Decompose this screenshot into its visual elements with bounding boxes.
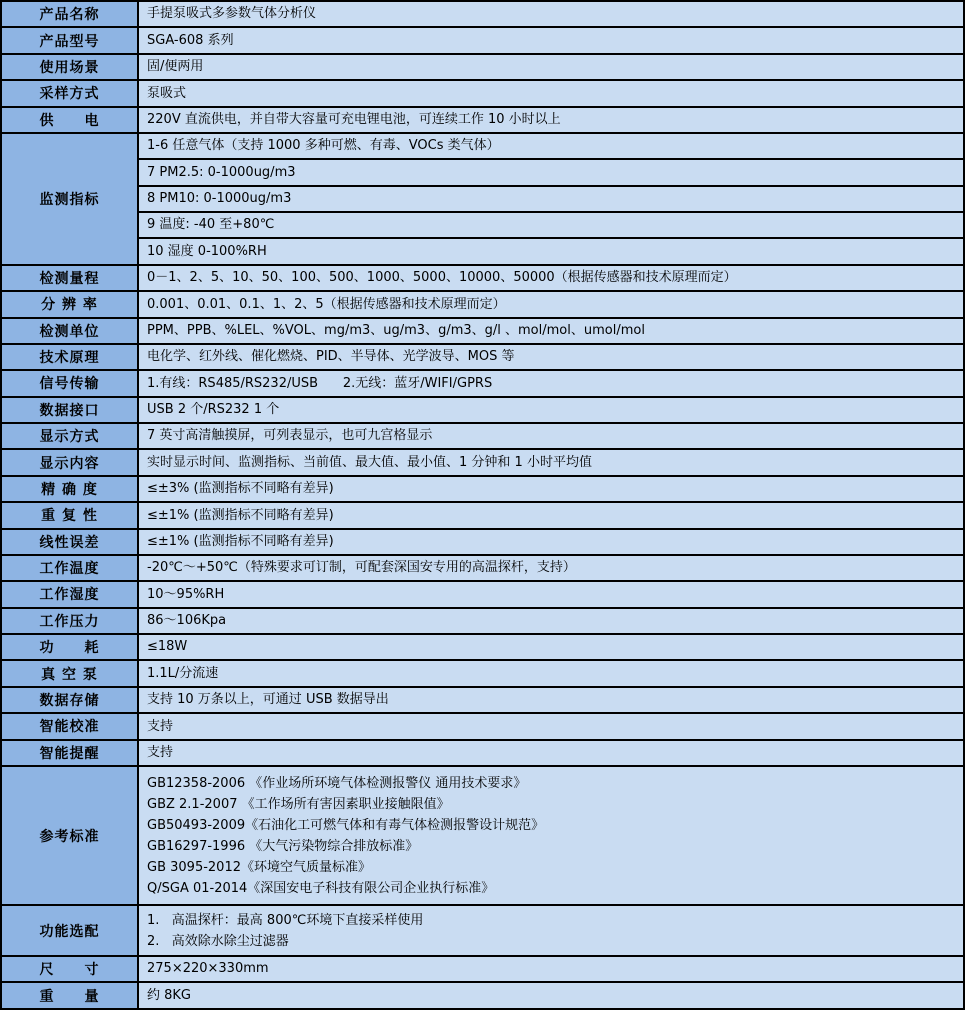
spec-row bbox=[1, 982, 964, 1009]
spec-label: 显示方式 bbox=[1, 423, 138, 449]
spec-value: 约 8KG bbox=[138, 982, 964, 1009]
spec-value-line: 2. 高效除水除尘过滤器 bbox=[147, 933, 289, 949]
spec-row bbox=[1, 660, 964, 686]
spec-row bbox=[1, 740, 964, 766]
spec-row bbox=[1, 133, 964, 159]
spec-value: ≤±1% (监测指标不同略有差异) bbox=[138, 529, 964, 555]
spec-row bbox=[1, 291, 964, 317]
spec-value: 电化学、红外线、催化燃烧、PID、半导体、光学波导、MOS 等 bbox=[138, 344, 964, 370]
spec-value-line: 1. 高温探杆：最高 800℃环境下直接采样使用 bbox=[147, 912, 424, 928]
spec-label: 显示内容 bbox=[1, 449, 138, 475]
spec-value: -20℃～+50℃（特殊要求可订制，可配套深国安专用的高温探杆，支持） bbox=[138, 555, 964, 581]
spec-label: 产品名称 bbox=[1, 1, 138, 27]
spec-label: 使用场景 bbox=[1, 54, 138, 80]
spec-row bbox=[1, 212, 964, 238]
spec-value: 0.001、0.01、0.1、1、2、5（根据传感器和技术原理而定） bbox=[138, 291, 964, 317]
spec-row bbox=[1, 449, 964, 475]
spec-label: 采样方式 bbox=[1, 80, 138, 106]
spec-value: 实时显示时间、监测指标、当前值、最大值、最小值、1 分钟和 1 小时平均值 bbox=[138, 449, 964, 475]
spec-value: ≤18W bbox=[138, 634, 964, 660]
spec-label: 检测单位 bbox=[1, 318, 138, 344]
spec-row bbox=[1, 238, 964, 264]
spec-value-multiline bbox=[138, 905, 964, 956]
spec-value: 9 温度: -40 至+80℃ bbox=[138, 212, 964, 238]
spec-table-body bbox=[1, 1, 964, 1009]
spec-row bbox=[1, 423, 964, 449]
spec-value: 泵吸式 bbox=[138, 80, 964, 106]
spec-value-line: GB16297-1996 《大气污染物综合排放标准》 bbox=[147, 838, 419, 854]
spec-label: 供 电 bbox=[1, 107, 138, 133]
spec-value: ≤±1% (监测指标不同略有差异) bbox=[138, 502, 964, 528]
spec-value: SGA-608 系列 bbox=[138, 27, 964, 53]
spec-value-line: GB 3095-2012《环境空气质量标准》 bbox=[147, 859, 371, 875]
spec-label: 工作温度 bbox=[1, 555, 138, 581]
spec-label: 精 确 度 bbox=[1, 476, 138, 502]
spec-value: 10 湿度 0-100%RH bbox=[138, 238, 964, 264]
spec-label: 重 复 性 bbox=[1, 502, 138, 528]
spec-row bbox=[1, 581, 964, 607]
spec-value: 86～106Kpa bbox=[138, 608, 964, 634]
spec-row bbox=[1, 687, 964, 713]
spec-label: 工作湿度 bbox=[1, 581, 138, 607]
spec-row bbox=[1, 54, 964, 80]
spec-label: 工作压力 bbox=[1, 608, 138, 634]
spec-label: 技术原理 bbox=[1, 344, 138, 370]
spec-row bbox=[1, 1, 964, 27]
spec-value-line: GBZ 2.1-2007 《工作场所有害因素职业接触限值》 bbox=[147, 796, 450, 812]
spec-value: 0－1、2、5、10、50、100、500、1000、5000、10000、50000（根据传感器和技术原理而定） bbox=[138, 265, 964, 291]
spec-row bbox=[1, 476, 964, 502]
spec-label: 检测量程 bbox=[1, 265, 138, 291]
spec-label: 尺 寸 bbox=[1, 956, 138, 982]
spec-row bbox=[1, 27, 964, 53]
spec-value: PPM、PPB、%LEL、%VOL、mg/m3、ug/m3、g/m3、g/l 、mol/mol、umol/mol bbox=[138, 318, 964, 344]
spec-label: 线性误差 bbox=[1, 529, 138, 555]
spec-label: 监测指标 bbox=[1, 133, 138, 265]
spec-row bbox=[1, 370, 964, 396]
spec-row bbox=[1, 159, 964, 185]
spec-label: 重 量 bbox=[1, 982, 138, 1009]
spec-value: ≤±3% (监测指标不同略有差异) bbox=[138, 476, 964, 502]
spec-value: 275×220×330mm bbox=[138, 956, 964, 982]
spec-value: 支持 bbox=[138, 713, 964, 739]
spec-value: 手提泵吸式多参数气体分析仪 bbox=[138, 1, 964, 27]
spec-value: 7 PM2.5: 0-1000ug/m3 bbox=[138, 159, 964, 185]
spec-value: 支持 10 万条以上，可通过 USB 数据导出 bbox=[138, 687, 964, 713]
spec-row bbox=[1, 634, 964, 660]
spec-row bbox=[1, 344, 964, 370]
spec-value: 支持 bbox=[138, 740, 964, 766]
spec-label: 功能选配 bbox=[1, 905, 138, 956]
spec-row bbox=[1, 186, 964, 212]
spec-row bbox=[1, 713, 964, 739]
spec-row bbox=[1, 265, 964, 291]
spec-row bbox=[1, 529, 964, 555]
spec-value: 固/便两用 bbox=[138, 54, 964, 80]
spec-label: 数据接口 bbox=[1, 397, 138, 423]
spec-row bbox=[1, 502, 964, 528]
spec-value: 1.1L/分流速 bbox=[138, 660, 964, 686]
spec-value-multiline bbox=[138, 766, 964, 905]
spec-value: 10～95%RH bbox=[138, 581, 964, 607]
spec-value: 7 英寸高清触摸屏，可列表显示，也可九宫格显示 bbox=[138, 423, 964, 449]
spec-row bbox=[1, 397, 964, 423]
spec-row bbox=[1, 608, 964, 634]
spec-label: 智能提醒 bbox=[1, 740, 138, 766]
spec-value: 8 PM10: 0-1000ug/m3 bbox=[138, 186, 964, 212]
spec-value-line: GB12358-2006 《作业场所环境气体检测报警仪 通用技术要求》 bbox=[147, 775, 527, 791]
spec-row bbox=[1, 80, 964, 106]
spec-label: 产品型号 bbox=[1, 27, 138, 53]
spec-label: 信号传输 bbox=[1, 370, 138, 396]
spec-value-line: Q/SGA 01-2014《深国安电子科技有限公司企业执行标准》 bbox=[147, 880, 495, 896]
spec-label: 分 辨 率 bbox=[1, 291, 138, 317]
spec-row bbox=[1, 766, 964, 905]
spec-value: 1.有线：RS485/RS232/USB 2.无线：蓝牙/WIFI/GPRS bbox=[138, 370, 964, 396]
spec-value-line: GB50493-2009《石油化工可燃气体和有毒气体检测报警设计规范》 bbox=[147, 817, 545, 833]
spec-value: USB 2 个/RS232 1 个 bbox=[138, 397, 964, 423]
spec-row bbox=[1, 107, 964, 133]
spec-label: 数据存储 bbox=[1, 687, 138, 713]
spec-value: 220V 直流供电，并自带大容量可充电锂电池，可连续工作 10 小时以上 bbox=[138, 107, 964, 133]
spec-label: 参考标准 bbox=[1, 766, 138, 905]
spec-label: 智能校准 bbox=[1, 713, 138, 739]
spec-label: 功 耗 bbox=[1, 634, 138, 660]
spec-row bbox=[1, 555, 964, 581]
spec-label: 真 空 泵 bbox=[1, 660, 138, 686]
spec-row bbox=[1, 956, 964, 982]
spec-row bbox=[1, 318, 964, 344]
spec-row bbox=[1, 905, 964, 956]
spec-value: 1-6 任意气体（支持 1000 多种可燃、有毒、VOCs 类气体） bbox=[138, 133, 964, 159]
